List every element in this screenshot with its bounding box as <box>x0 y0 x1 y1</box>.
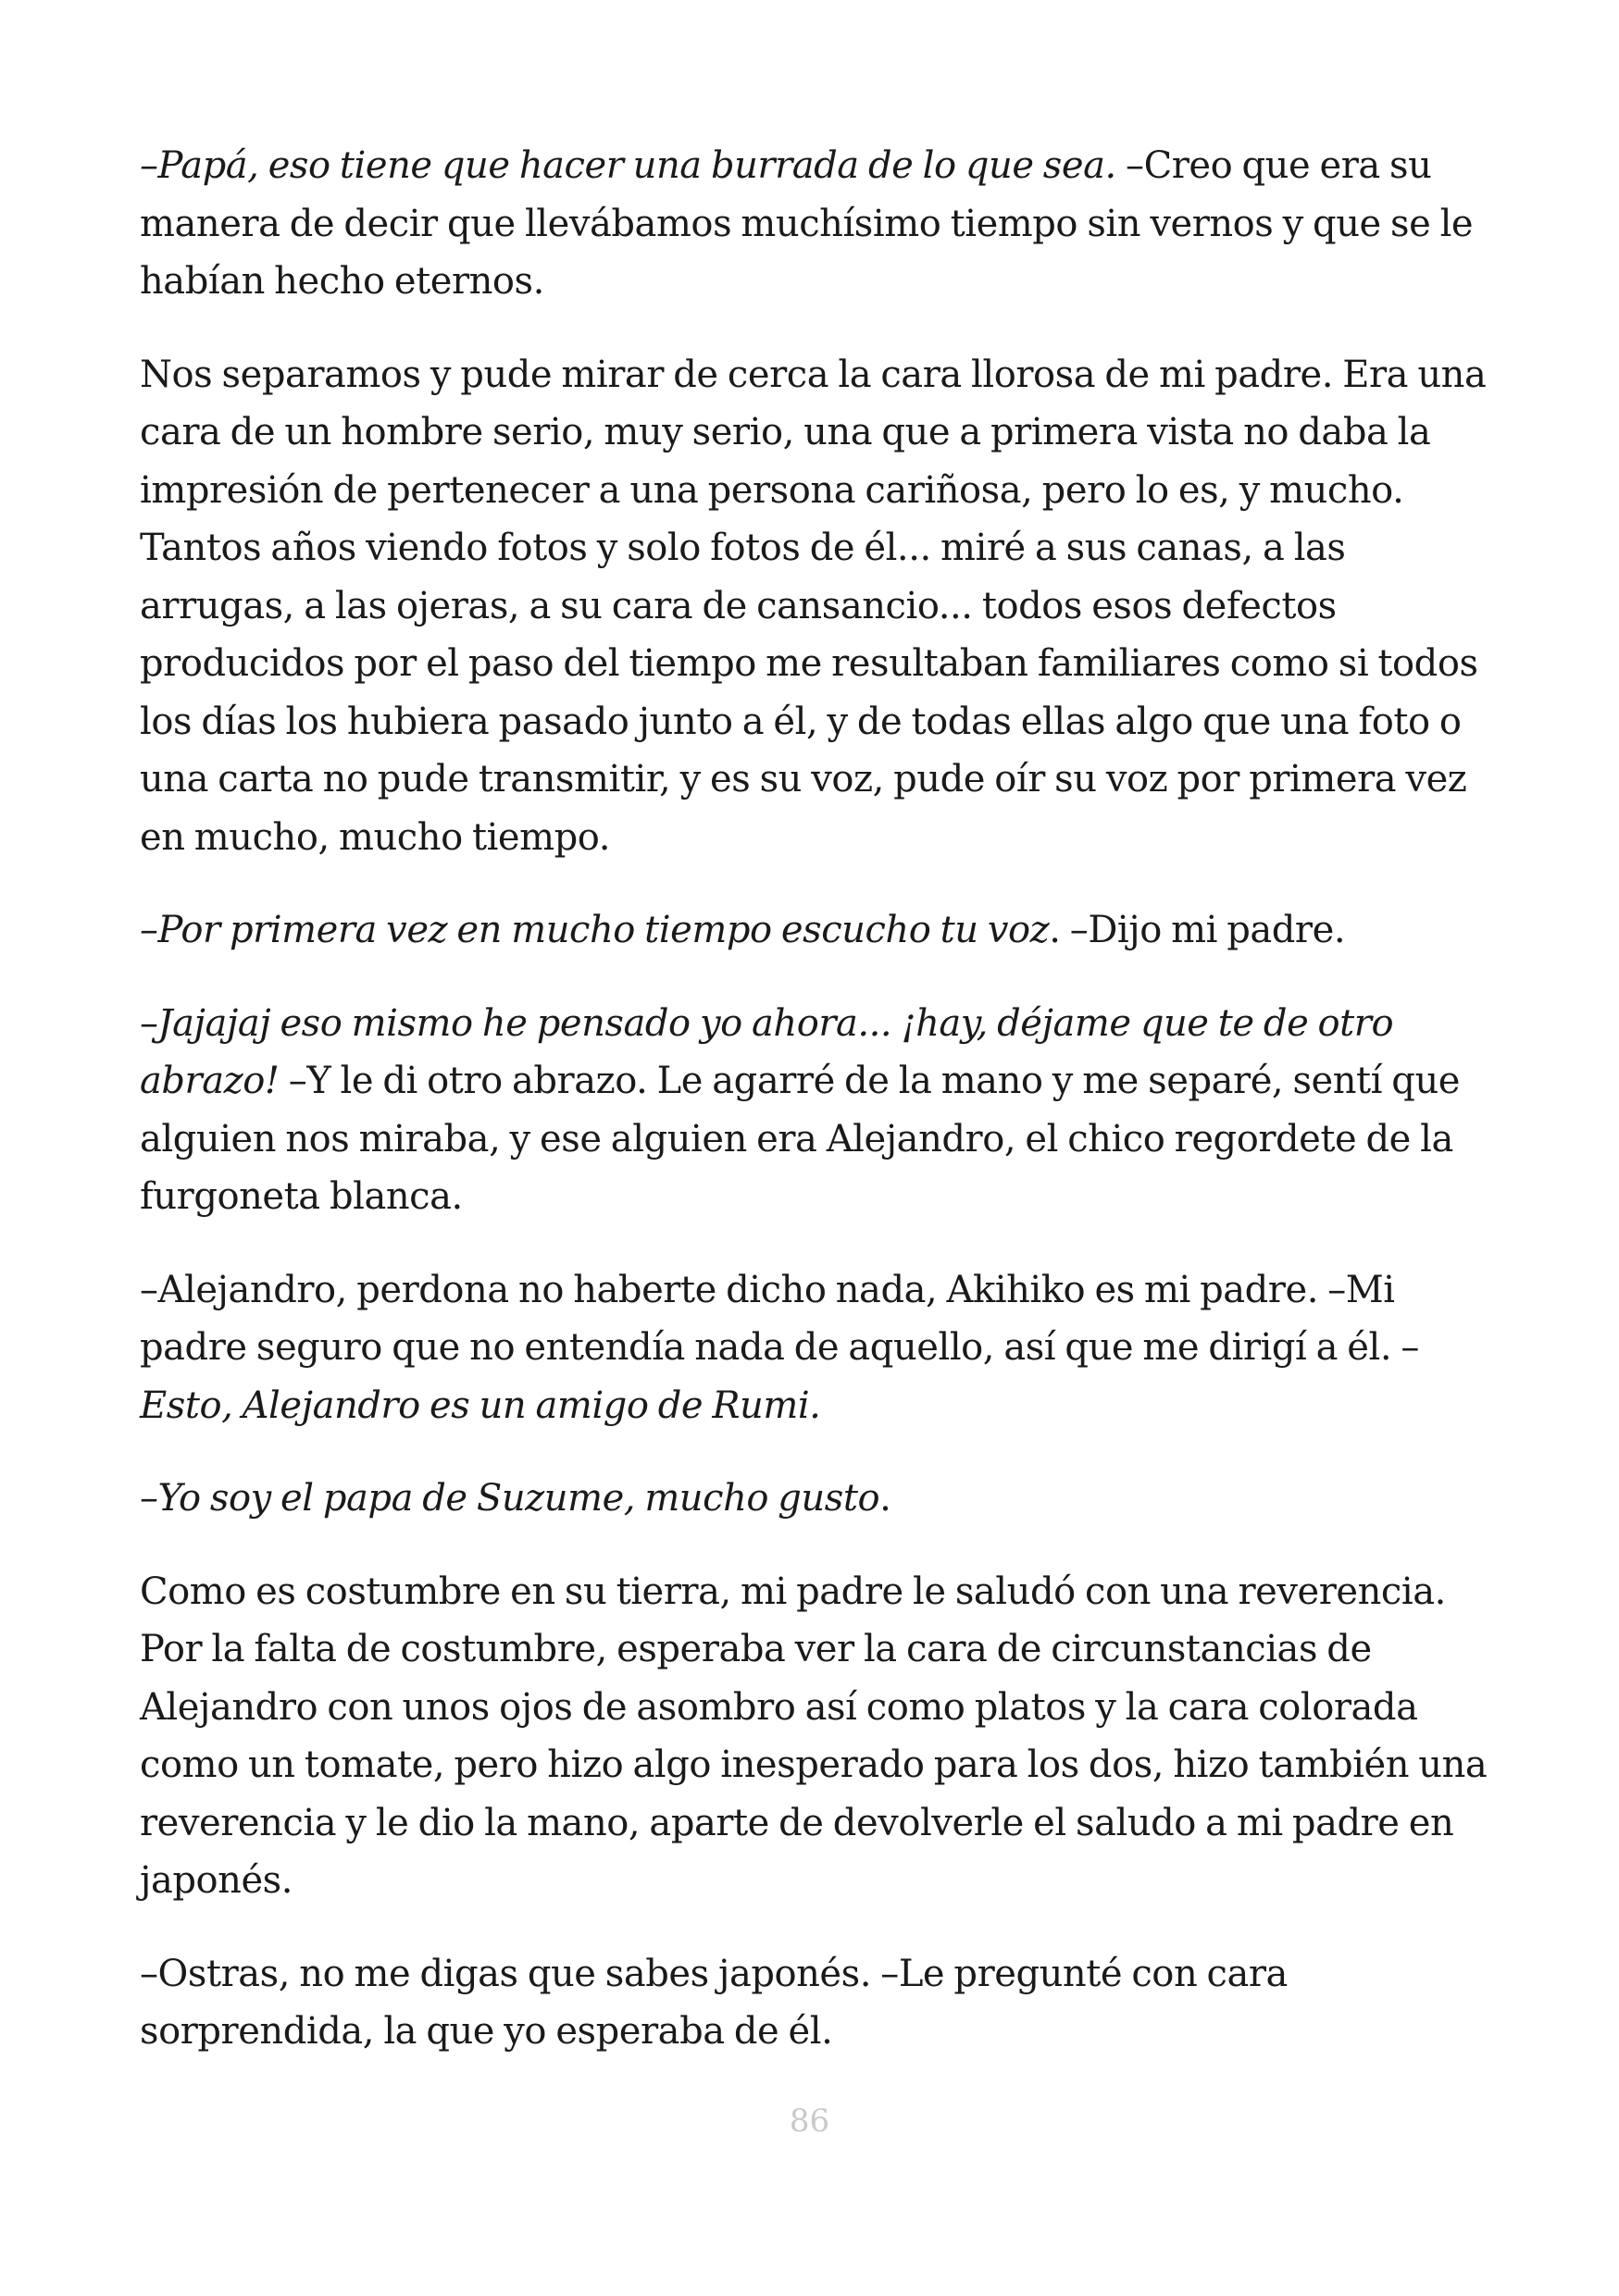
dialogue-italic: –Yo soy el papa de Suzume, mucho gusto <box>140 1477 880 1520</box>
narration: –Ostras, no me digas que sabes japonés. –Le pregunté con cara sorprendida, la que yo esperaba de él. <box>140 1952 1288 2053</box>
narration: . <box>879 1477 891 1520</box>
paragraph-2 <box>140 346 1491 867</box>
paragraph-7 <box>140 1563 1491 1910</box>
narration: –Creo que era su manera de decir que llevábamos muchísimo tiempo sin vernos y que se le habían hecho eternos. <box>140 144 1474 303</box>
narration: Como es costumbre en su tierra, mi padre le saludó con una reverencia. Por la falta de costumbre, esperaba ver la cara de circunstancias de Alejandro con unos ojos de asombro así como platos y la cara colorada como un tomate, pero hizo algo inesperado para los dos, hizo también una reverencia y le dio la mano, aparte de devolverle el saludo a mi padre en japonés. <box>140 1570 1488 1902</box>
narration: –Y le di otro abrazo. Le agarré de la mano y me separé, sentí que alguien nos miraba, y ese alguien era Alejandro, el chico regordete de la furgoneta blanca. <box>140 1060 1460 1218</box>
page-number: 86 <box>789 2103 830 2140</box>
narration: Nos separamos y pude mirar de cerca la cara llorosa de mi padre. Era una cara de un hombre serio, muy serio, una que a primera vista no daba la impresión de pertenecer a una persona cariñosa, pero lo es, y mucho. Tantos años viendo fotos y solo fotos de él... miré a sus canas, a las arrugas, a las ojeras, a su cara de cansancio... todos esos defectos producidos por el paso del tiempo me resultaban familiares como si todos los días los hubiera pasado junto a él, y de todas ellas algo que una foto o una carta no pude transmitir, y es su voz, pude oír su voz por primera vez en mucho, mucho tiempo. <box>140 353 1487 859</box>
dialogue-italic: Esto, Alejandro es un amigo de Rumi. <box>140 1384 821 1427</box>
dialogue-italic: –Jajajaj eso mismo he pensado yo ahora... ¡hay, déjame que te de otro abrazo! <box>140 1001 1394 1102</box>
dialogue-italic: –Papá, eso tiene que hacer una burrada de lo que sea. <box>140 144 1116 187</box>
paragraph-4 <box>140 995 1491 1226</box>
paragraph-5 <box>140 1261 1491 1435</box>
paragraph-6 <box>140 1470 1491 1528</box>
body-text <box>140 137 1491 2096</box>
paragraph-3 <box>140 901 1491 960</box>
narration: . –Dijo mi padre. <box>1049 909 1346 951</box>
paragraph-8 <box>140 1945 1491 2061</box>
paragraph-1 <box>140 137 1491 311</box>
narration: –Alejandro, perdona no haberte dicho nada, Akihiko es mi padre. –Mi padre seguro que no entendía nada de aquello, así que me dirigí a él. – <box>140 1268 1419 1369</box>
dialogue-italic: –Por primera vez en mucho tiempo escucho tu voz <box>140 909 1050 951</box>
